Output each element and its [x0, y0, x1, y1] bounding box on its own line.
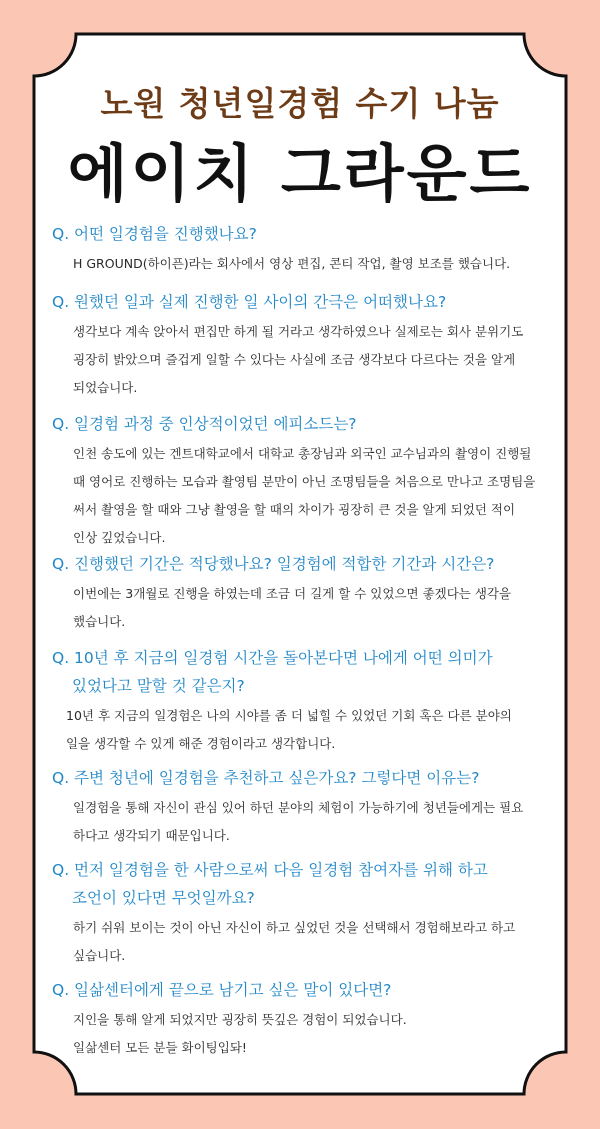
answer: 이번에는 3개월로 진행을 하였는데 조금 더 길게 할 수 있었으면 좋겠다는 생각을 했습니다.: [73, 586, 512, 629]
question: Q. 진행했던 기간은 적당했나요? 일경험에 적합한 기간과 시간은?: [52, 555, 495, 573]
qa-item: [52, 288, 552, 402]
answer: 일경험을 통해 자신이 관심 있어 하던 분야의 체험이 가능하기에 청년들에게는 필요 하다고 생각되기 때문입니다.: [73, 800, 524, 843]
qa-item: [52, 764, 552, 850]
question: Q. 원했던 일과 실제 진행한 일 사이의 간극은 어떠했나요?: [52, 293, 447, 311]
answer: 인천 송도에 있는 겐트대학교에서 대학교 총장님과 외국인 교수님과의 촬영이 진행될 때 영어로 진행하는 모습과 촬영팀 분만이 아닌 조명팀들을 처음으로 만나고 조명팀을 써서 촬영을 할 때와 그냥 촬영을 할 때의 차이가 굉장히 큰 것을 알게 되었던 적이 인상 깊었습니다.: [73, 446, 536, 545]
answer: H GROUND(하이픈)라는 회사에서 영상 편집, 콘티 작업, 촬영 보조를 했습니다.: [73, 256, 511, 271]
question: Q. 먼저 일경험을 한 사람으로써 다음 일경험 참여자를 위해 하고 조언이 있다면 무엇일까요?: [52, 861, 488, 907]
answer: 지인을 통해 알게 되었지만 굉장히 뜻깊은 경험이 되었습니다. 일삶센터 모든 분들 화이팅입돠!: [73, 1012, 407, 1055]
question: Q. 어떤 일경험을 진행했나요?: [52, 225, 257, 243]
question: Q. 10년 후 지금의 일경험 시간을 돌아본다면 나에게 어떤 의미가 있었다고 말할 것 같은지?: [52, 649, 493, 695]
page-title: 에이치 그라운드: [67, 137, 533, 210]
qa-item: [52, 644, 552, 758]
qa-item: [52, 220, 552, 278]
subtitle: 노원 청년일경험 수기 나눔: [100, 84, 500, 123]
question: Q. 일삶센터에게 끝으로 남기고 싶은 말이 있다면?: [52, 981, 392, 999]
answer: 10년 후 지금의 일경험은 나의 시야를 좀 더 넓힐 수 있었던 기회 혹은 다른 분야의 일을 생각할 수 있게 해준 경험이라고 생각합니다.: [66, 708, 512, 751]
question: Q. 일경험 과정 중 인상적이었던 에피소드는?: [52, 415, 357, 433]
qa-item: [52, 410, 552, 552]
content-card: [30, 30, 570, 1098]
answer: 하기 쉬워 보이는 것이 아닌 자신이 하고 싶었던 것을 선택해서 경험해보라고 하고 싶습니다.: [73, 920, 516, 963]
answer: 생각보다 계속 앉아서 편집만 하게 될 거라고 생각하였으나 실제로는 회사 분위기도 굉장히 밝았으며 즐겁게 일할 수 있다는 사실에 조금 생각보다 다르다는 것을 알게 되었습니다.: [73, 324, 524, 395]
qa-item: [52, 550, 552, 636]
qa-item: [52, 976, 552, 1062]
question: Q. 주변 청년에 일경험을 추천하고 싶은가요? 그렇다면 이유는?: [52, 769, 480, 787]
qa-item: [52, 856, 552, 970]
